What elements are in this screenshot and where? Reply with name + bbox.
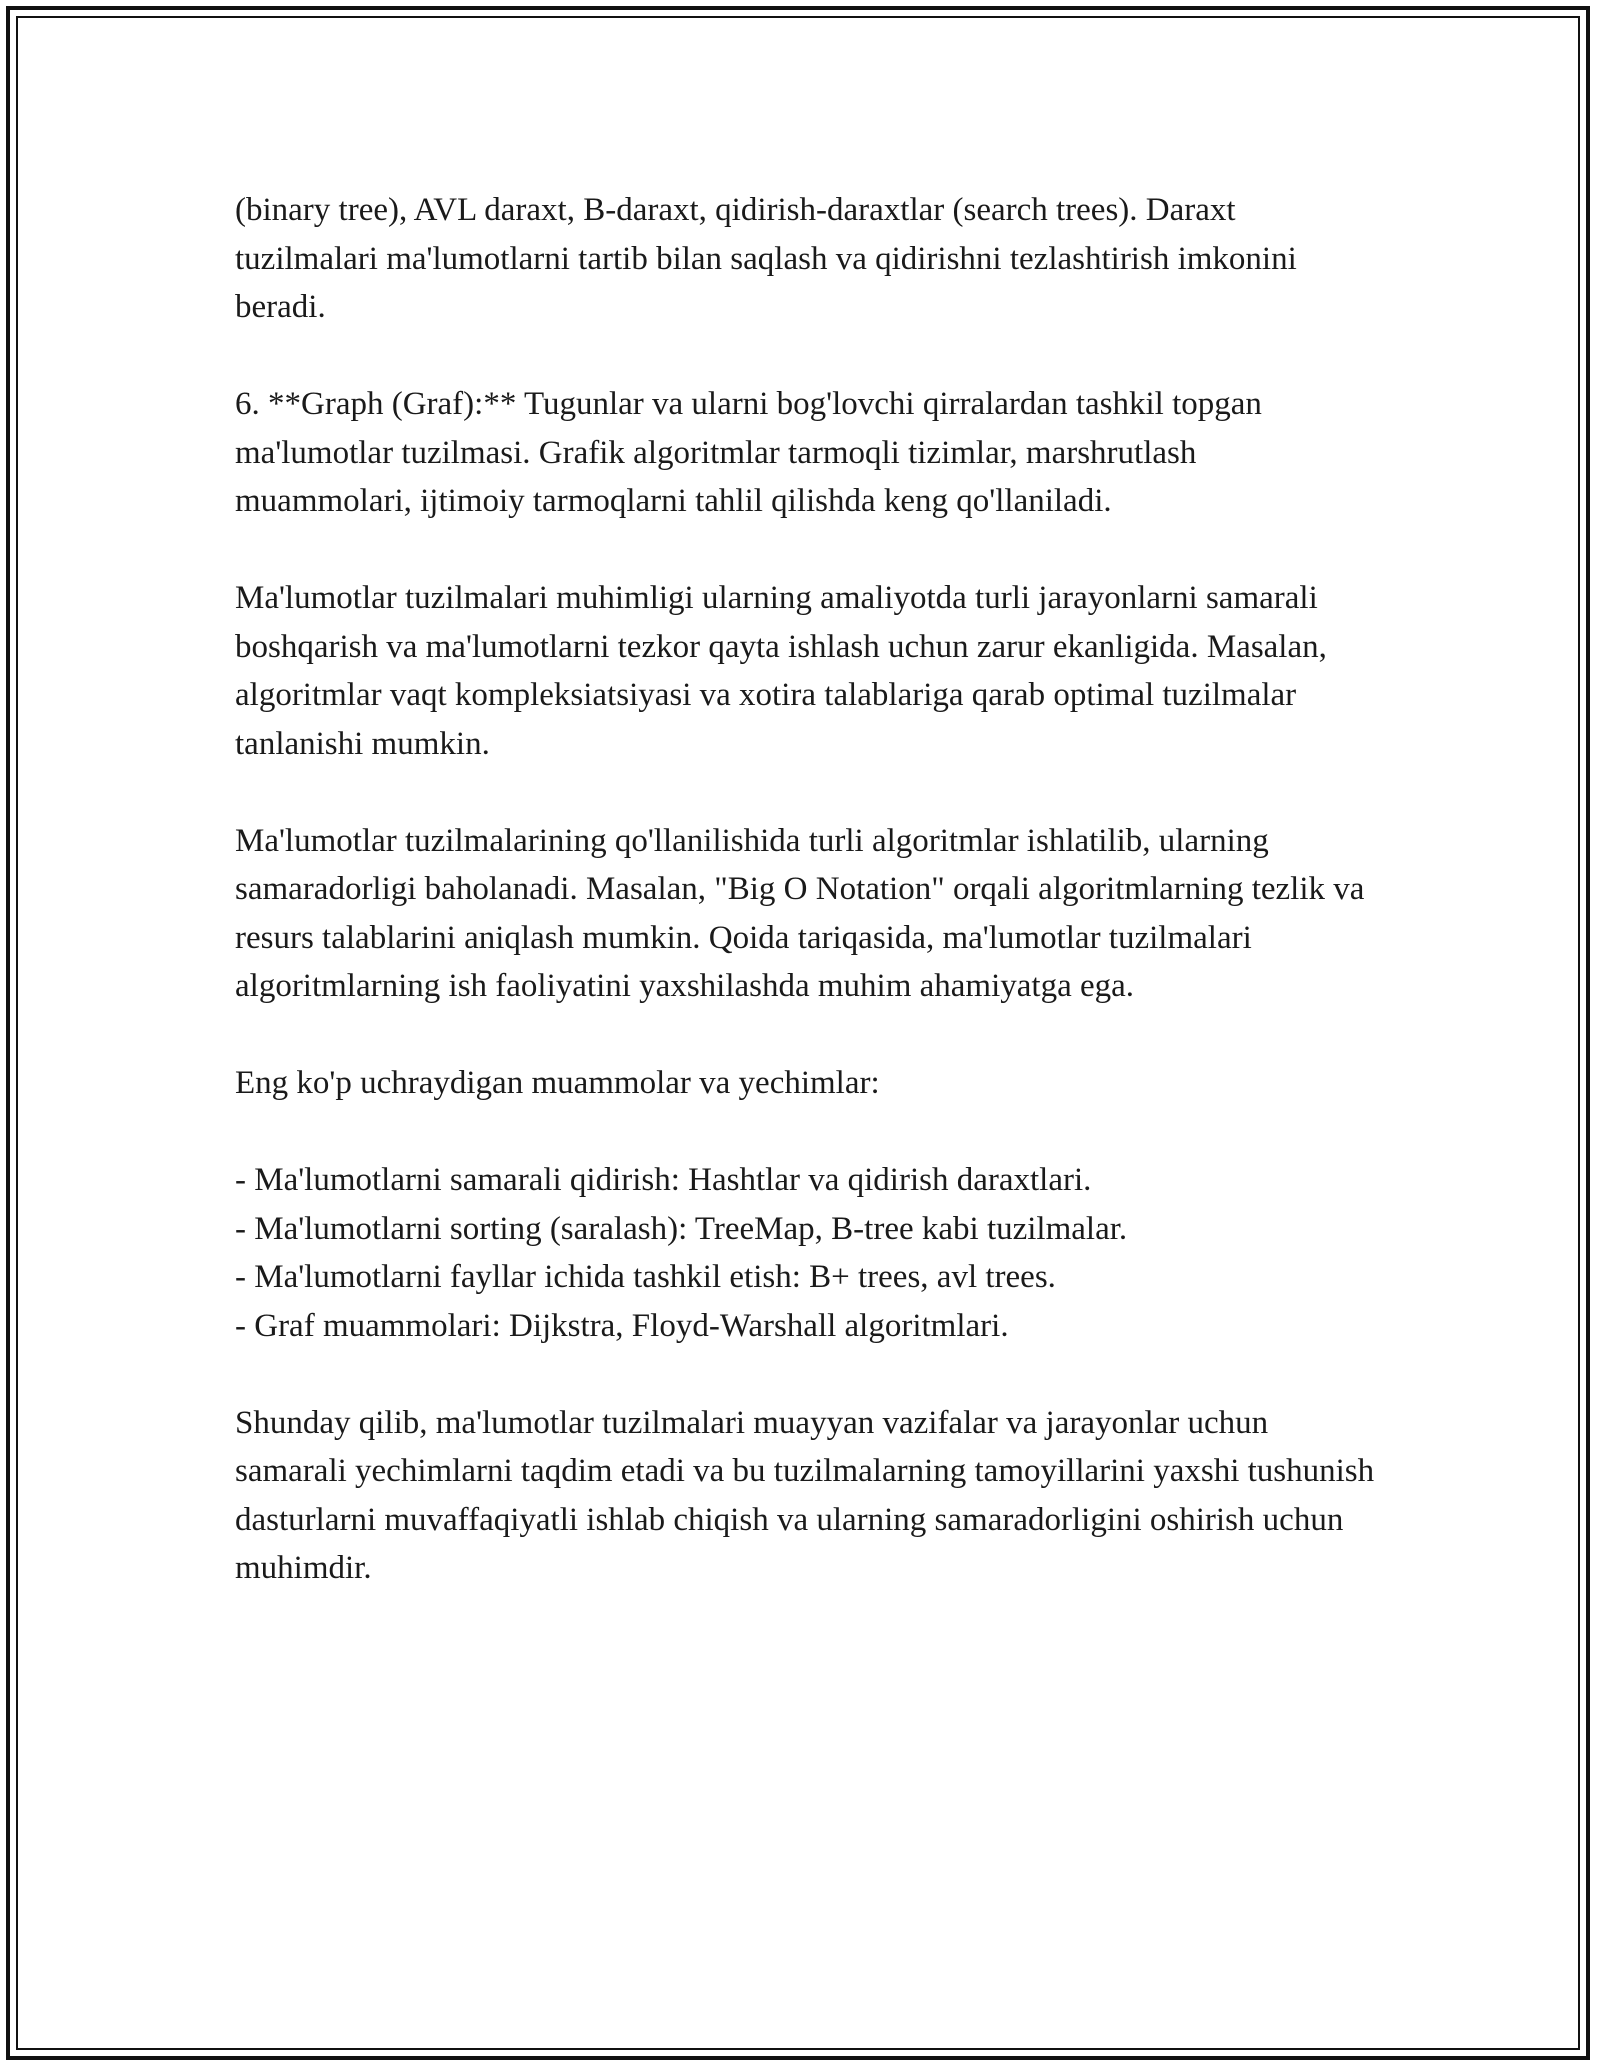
paragraph-algorithms: Ma'lumotlar tuzilmalarining qo'llanilishida turli algoritmlar ishlatilib, ularning samaradorligi baholanadi. Masalan, "Big O Notation" orqali algoritmlarning tezlik va resurs talablarini aniqlash mumkin. Qoida tariqasida, ma'lumotlar tuzilmalari algoritmlarning ish faoliyatini yaxshilashda muhim ahamiyatga ega. — [235, 822, 1365, 1004]
list-item: - Ma'lumotlarni sorting (saralash): TreeMap, B-tree kabi tuzilmalar. — [235, 1210, 1128, 1247]
paragraph-conclusion: Shunday qilib, ma'lumotlar tuzilmalari muayyan vazifalar va jarayonlar uchun samarali yechimlarni taqdim etadi va bu tuzilmalarning tamoyillarini yaxshi tushunish dasturlarni muvaffaqiyatli ishlab chiqish va ularning samaradorligini oshirish uchun muhimdir. — [235, 1404, 1375, 1586]
list-item: - Graf muammolari: Dijkstra, Floyd-Warshall algoritmlari. — [235, 1307, 1009, 1344]
list-item: - Ma'lumotlarni samarali qidirish: Hashtlar va qidirish daraxtlari. — [235, 1162, 1092, 1198]
list-item: - Ma'lumotlarni fayllar ichida tashkil etish: B+ trees, avl trees. — [235, 1259, 1056, 1295]
paragraph-trees-continuation: (binary tree), AVL daraxt, B-daraxt, qidirish-daraxtlar (search trees). Daraxt tuzilmalari ma'lumotlarni tartib bilan saqlash va qidirishni tezlashtirish imkonini beradi. — [235, 192, 1297, 325]
problems-list — [235, 1156, 1375, 1350]
paragraph-importance: Ma'lumotlar tuzilmalari muhimligi ularning amaliyotda turli jarayonlarni samarali boshqarish va ma'lumotlarni tezkor qayta ishlash uchun zarur ekanligida. Masalan, algoritmlar vaqt kompleksiatsiyasi va xotira talablariga qarab optimal tuzilmalar tanlanishi mumkin. — [235, 580, 1327, 762]
paragraph-problems-heading: Eng ko'p uchraydigan muammolar va yechimlar: — [235, 1065, 880, 1101]
paragraph-graph: 6. **Graph (Graf):** Tugunlar va ularni bog'lovchi qirralardan tashkil topgan ma'lumotlar tuzilmasi. Grafik algoritmlar tarmoqli tizimlar, marshrutlash muammolari, ijtimoiy tarmoqlarni tahlil qilishda keng qo'llaniladi. — [235, 386, 1262, 519]
document-body — [235, 186, 1375, 1641]
